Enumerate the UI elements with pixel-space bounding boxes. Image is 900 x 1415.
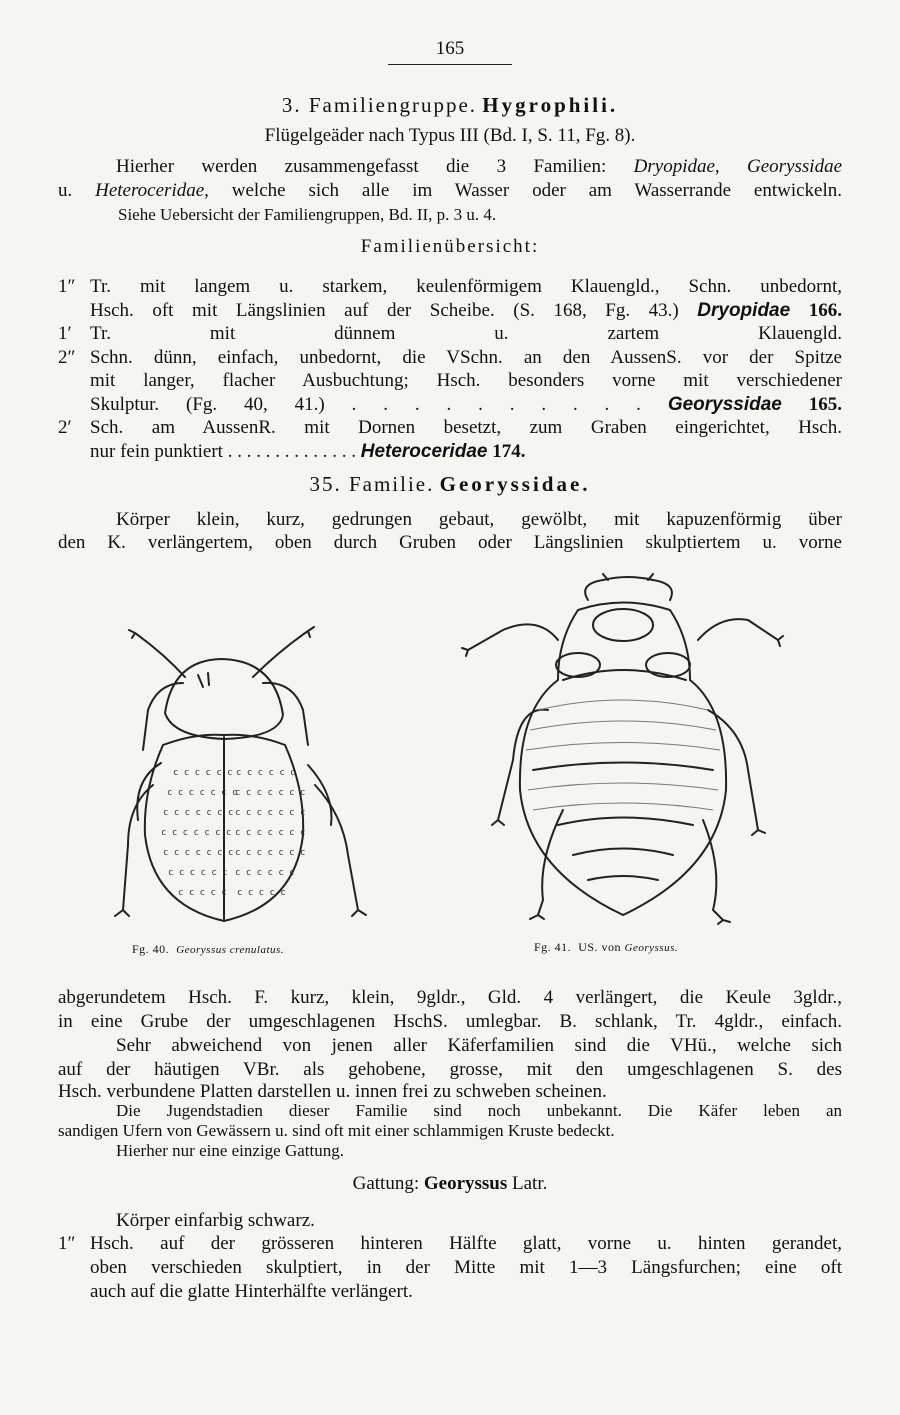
key-number: 1″ xyxy=(58,1233,76,1254)
desc2-line-5: Hsch. verbundene Platten darstellen u. innen frei zu schweben scheinen. xyxy=(58,1081,607,1102)
wing-note: Flügelgeäder nach Typus III (Bd. I, S. 11, Fg. 8). xyxy=(264,125,636,146)
family-heading-name: Georyssidae. xyxy=(439,472,591,496)
family-heading-prefix: 35. Familie. xyxy=(309,472,435,496)
key-text: Hsch. auf der grösseren hinteren Hälfte glatt, vorne u. hinten gerandet, xyxy=(90,1233,842,1254)
key-text: mit langer, flacher Ausbuchtung; Hsch. besonders vorne mit verschiedener xyxy=(90,370,842,391)
fig40-beetle-dorsal-drawing xyxy=(103,615,373,935)
page-number: 165 xyxy=(435,38,465,59)
desc2-line-7: sandigen Ufern von Gewässern u. sind oft mit einer schlammigen Kruste bedeckt. xyxy=(58,1121,615,1140)
intro-line-1: Hierher werden zusammengefasst die 3 Familien: Dryopidae, Georyssidae xyxy=(116,156,842,177)
group-heading-name: Hygrophili. xyxy=(482,93,619,117)
key-text: Schn. dünn, einfach, unbedornt, die VSchn. an den AussenS. vor der Spitze xyxy=(90,346,842,368)
key-text: nur fein punktiert . . . . . . . . . . . . . . Heteroceridae 174. xyxy=(90,440,526,462)
svg-text:c c c c c c: c c c c c c xyxy=(168,868,228,878)
svg-text:c c c c c c c: c c c c c c c xyxy=(235,848,306,858)
genus-heading: Gattung: Georyssus Latr. xyxy=(352,1173,548,1194)
svg-text:c c c c c c c: c c c c c c c xyxy=(163,808,234,818)
page-number-rule xyxy=(388,64,512,65)
svg-text:c c c c c c: c c c c c c xyxy=(236,768,296,778)
key-number: 1′ xyxy=(58,323,72,344)
svg-text:c c c c c: c c c c c xyxy=(237,888,286,898)
svg-text:c c c c c c c: c c c c c c c xyxy=(163,848,234,858)
svg-text:c c c c c c: c c c c c c xyxy=(235,868,295,878)
fig41-caption: Fg. 41. US. von Georyssus. xyxy=(534,940,679,954)
book-page xyxy=(58,0,842,1415)
key-page-ref: 165. xyxy=(781,393,843,415)
key-text: Sch. am AussenR. mit Dornen besetzt, zum Graben eingerichtet, Hsch. xyxy=(90,417,842,438)
desc-line-2: den K. verlängertem, oben durch Gruben oder Längslinien skulptiertem u. vorne xyxy=(58,532,842,553)
svg-text:c c c c c c c: c c c c c c c xyxy=(235,788,306,798)
key-number: 2′ xyxy=(58,417,72,438)
key-text: auch auf die glatte Hinterhälfte verlängert. xyxy=(90,1281,413,1302)
fig40-caption: Fg. 40. Georyssus crenulatus. xyxy=(132,942,285,956)
fig41-beetle-ventral-drawing xyxy=(458,570,788,935)
key-text: oben verschieden skulptiert, in der Mitte mit 1—3 Längsfurchen; eine oft xyxy=(90,1257,842,1278)
key-family-name: Dryopidae xyxy=(697,299,791,321)
group-heading-prefix: 3. Familiengruppe. xyxy=(281,93,478,117)
key-number: 1″ xyxy=(58,276,76,297)
desc-line-1: Körper klein, kurz, gedrungen gebaut, gewölbt, mit kapuzenförmig über xyxy=(116,509,842,530)
key-text: Tr. mit langem u. starkem, keulenförmigem Klauengld., Schn. unbedornt, xyxy=(90,276,842,297)
svg-text:c c c c c c c: c c c c c c c xyxy=(161,828,232,838)
key-family-name: Heteroceridae xyxy=(360,440,488,462)
svg-text:c c c c c c c: c c c c c c c xyxy=(235,808,306,818)
svg-text:c c c c c c: c c c c c c xyxy=(173,768,233,778)
desc2-line-4: auf der häutigen VBr. als gehobene, grosse, mit den umgeschlagenen S. des xyxy=(58,1059,842,1080)
desc2-line-8: Hierher nur eine einzige Gattung. xyxy=(116,1141,344,1160)
family-name-heteroceridae: Heteroceridae xyxy=(95,180,205,201)
intro-line-3: Siehe Uebersicht der Familiengruppen, Bd. II, p. 3 u. 4. xyxy=(118,205,497,224)
family-heading xyxy=(58,472,842,496)
genus-intro: Körper einfarbig schwarz. xyxy=(116,1210,315,1231)
key-page-ref: 174. xyxy=(487,440,526,462)
key-family-name: Georyssidae xyxy=(667,393,782,415)
svg-text:c c c c c c c: c c c c c c c xyxy=(235,828,306,838)
intro-line-2: u. Heteroceridae, welche sich alle im Wasser oder am Wasserrande entwickeln. xyxy=(58,180,842,201)
desc2-line-3: Sehr abweichend von jenen aller Käferfamilien sind die VHü., welche sich xyxy=(116,1035,842,1056)
group-heading xyxy=(58,93,842,117)
svg-text:c c c c c: c c c c c xyxy=(178,888,227,898)
desc2-line-1: abgerundetem Hsch. F. kurz, klein, 9gldr., Gld. 4 verlängert, die Keule 3gldr., xyxy=(58,987,842,1008)
family-name-georyssidae: Georyssidae xyxy=(747,156,842,177)
desc2-line-6: Die Jugendstadien dieser Familie sind noch unbekannt. Die Käfer leben an xyxy=(116,1101,842,1120)
key-text: Hsch. oft mit Längslinien auf der Scheibe. (S. 168, Fg. 43.) Dryopidae 166. xyxy=(90,299,842,321)
genus-name: Georyssus xyxy=(423,1173,508,1194)
key-text: Skulptur. (Fg. 40, 41.) . . . . . . . . . . Georyssidae 165. xyxy=(90,393,843,415)
family-name-dryopidae: Dryopidae xyxy=(633,156,715,177)
key-page-ref: 166. xyxy=(790,299,842,321)
key-text: Tr. mit dünnem u. zartem Klauengld. xyxy=(90,323,842,344)
key-number: 2″ xyxy=(58,346,76,368)
overview-heading: Familienübersicht: xyxy=(360,236,540,257)
desc2-line-2: in eine Grube der umgeschlagenen HschS. umlegbar. B. schlank, Tr. 4gldr., einfach. xyxy=(58,1011,842,1032)
figures xyxy=(58,570,842,965)
svg-text:c c c c c c c: c c c c c c c xyxy=(167,788,238,798)
